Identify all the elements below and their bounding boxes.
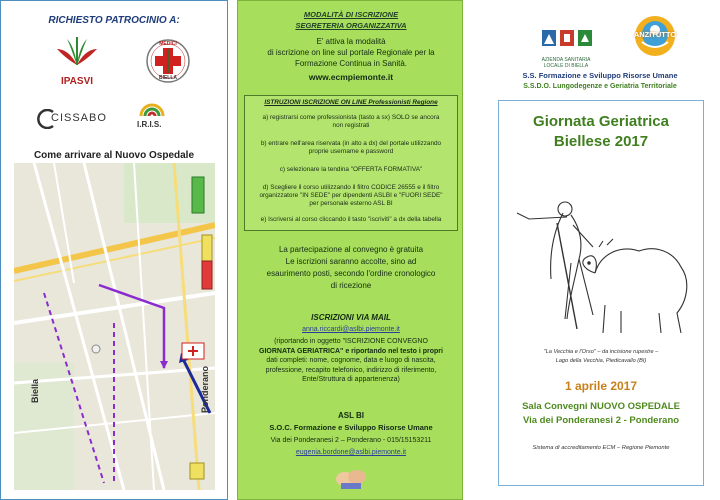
iris-label: I.R.I.S. [137, 120, 162, 129]
old-woman-and-bear-illustration [509, 189, 695, 339]
sponsor-title: RICHIESTO PATROCINIO A: [48, 15, 180, 26]
cissabo-label: CISSABO [51, 112, 107, 124]
directions-title: Come arrivare al Nuovo Ospedale [33, 150, 195, 161]
step-a-line-2: non registrati [332, 122, 370, 129]
step-a-line-1: a) registrarsi come professionista (tasto a sx) SOLO se ancora [262, 114, 440, 121]
event-title-line-1: Giornata Geriatrica [533, 113, 669, 130]
map-label-ponderano: Ponderano [200, 365, 210, 413]
step-d-line-3: per personale esterno ASL BI [309, 200, 393, 207]
mail-line-5: Ente/Struttura di appartenenza) [302, 376, 400, 383]
asl-biella-caption [524, 57, 608, 69]
online-instructions-box [244, 95, 458, 231]
registration-heading: MODALITÀ DI ISCRIZIONE [303, 10, 399, 19]
cover-panel [480, 0, 720, 500]
participation-line-2: Le iscrizioni saranno accolte, sino ad [285, 257, 417, 266]
instructions-title: ISTRUZIONI ISCRIZIONE ON LINE Professionisti Regione [264, 99, 438, 106]
secretariat-heading: SEGRETERIA ORGANIZZATIVA [295, 21, 407, 30]
step-d-line-1: d) Scegliere il corso utilizzando il filtro CODICE 26555 e il filtro [262, 184, 440, 191]
medici-bottom-label: BIELLA [158, 75, 178, 81]
mail-line-3: dati completi: nome, cognome, data e luogo di nascita, [266, 357, 436, 364]
event-venue-line-2: Via dei Ponderanesi 2 - Ponderano [522, 415, 680, 426]
participation-line-3: esaurimento posti, secondo l'ordine cronologico [266, 269, 436, 278]
ipasvi-logo [53, 35, 101, 87]
asl-office: S.O.C. Formazione e Sviluppo Risorse Umane [269, 423, 433, 432]
ipasvi-emblem-icon [53, 35, 101, 71]
map-label-biella: Biella [30, 378, 40, 403]
event-date: 1 aprile 2017 [564, 379, 638, 393]
ordine-medici-logo [143, 37, 193, 85]
asl-email-link[interactable]: eugenia.bordone@aslbi.piemonte.it [295, 449, 407, 456]
website-link[interactable]: www.ecmpiemonte.it [308, 72, 394, 82]
intro-line-3: Formazione Continua in Sanità. [294, 59, 408, 68]
event-cover-box [498, 100, 704, 486]
participation-line-4: di ricezione [330, 281, 372, 290]
hospital-map [14, 163, 215, 490]
mail-address-link[interactable]: anna.riccardi@aslbi.piemonte.it [302, 326, 400, 333]
anzitutto-label: ANZITUTTO [633, 30, 677, 39]
ipasvi-label: IPASVI [60, 76, 94, 87]
mail-line-2: GIORNATA GERIATRICA" e riportando nel testo i propri [259, 347, 443, 355]
intro-line-2: di iscrizione on line sul portale Regionale per la [267, 48, 435, 57]
asl-address: Via dei Ponderanesi 2 – Ponderano - 015/15153211 [270, 437, 432, 444]
dept-training: S.S. Formazione e Sviluppo Risorse Umane [522, 71, 678, 80]
mail-heading: ISCRIZIONI VIA MAIL [311, 313, 391, 322]
asl-biella-emblem-icon [524, 26, 608, 52]
dept-geriatrics: S.S.D.O. Lungodegenze e Geriatria Territoriale [523, 83, 677, 90]
rainbow-icon [139, 99, 165, 117]
registration-panel [237, 0, 463, 500]
step-b-line-2: proprie username e password [308, 148, 394, 155]
online-intro [244, 36, 458, 69]
illustration-caption-line-2: Lago della Vecchia, Piedicavallo (BI) [555, 358, 647, 364]
step-d-line-2: organizzatore "IN SEDE" per dipendenti ASLBI e "FUORI SEDE" [259, 192, 443, 199]
mail-instructions [244, 337, 458, 385]
intro-line-1: E' attiva la modalità [316, 37, 386, 46]
step-b-line-1: b) entrare nell'area riservata (in alto a dx) del portale utilizzando [260, 140, 442, 147]
anzitutto-logo [628, 12, 682, 67]
hands-illustration-icon [333, 463, 369, 491]
iris-logo [137, 99, 197, 129]
step-c-line: c) selezionare la tendina "OFFERTA FORMATIVA" [279, 166, 423, 173]
asl-caption-line-1: AZIENDA SANITARIA [541, 57, 591, 63]
map-graphic [14, 163, 215, 490]
mail-line-1: (riportando in oggetto "ISCRIZIONE CONVEGNO [274, 338, 428, 345]
asl-caption-line-2: LOCALE DI BIELLA [543, 63, 589, 69]
asl-biella-logo [524, 26, 608, 69]
participation-line-1: La partecipazione al convegno è gratuita [278, 245, 424, 254]
event-title-line-2: Biellese 2017 [553, 133, 649, 150]
step-e-line: e) Iscriversi al corso cliccando il tasto "iscriviti" a dx della tabella [260, 216, 442, 223]
participation-info [244, 244, 458, 292]
left-panel [0, 0, 228, 500]
event-venue-line-1: Sala Convegni NUOVO OSPEDALE [522, 401, 680, 412]
asl-heading: ASL BI [337, 411, 365, 420]
accreditation-note: Sistema di accreditamento ECM – Regione Piemonte [532, 445, 670, 451]
mail-line-4: professione, recapito telefonico, indirizzo di riferimento, [265, 366, 437, 374]
medici-top-label: MEDICI [159, 41, 177, 47]
illustration-caption-line-1: "La Vecchia e l'Orso" – da incisione rupestre – [543, 349, 659, 355]
